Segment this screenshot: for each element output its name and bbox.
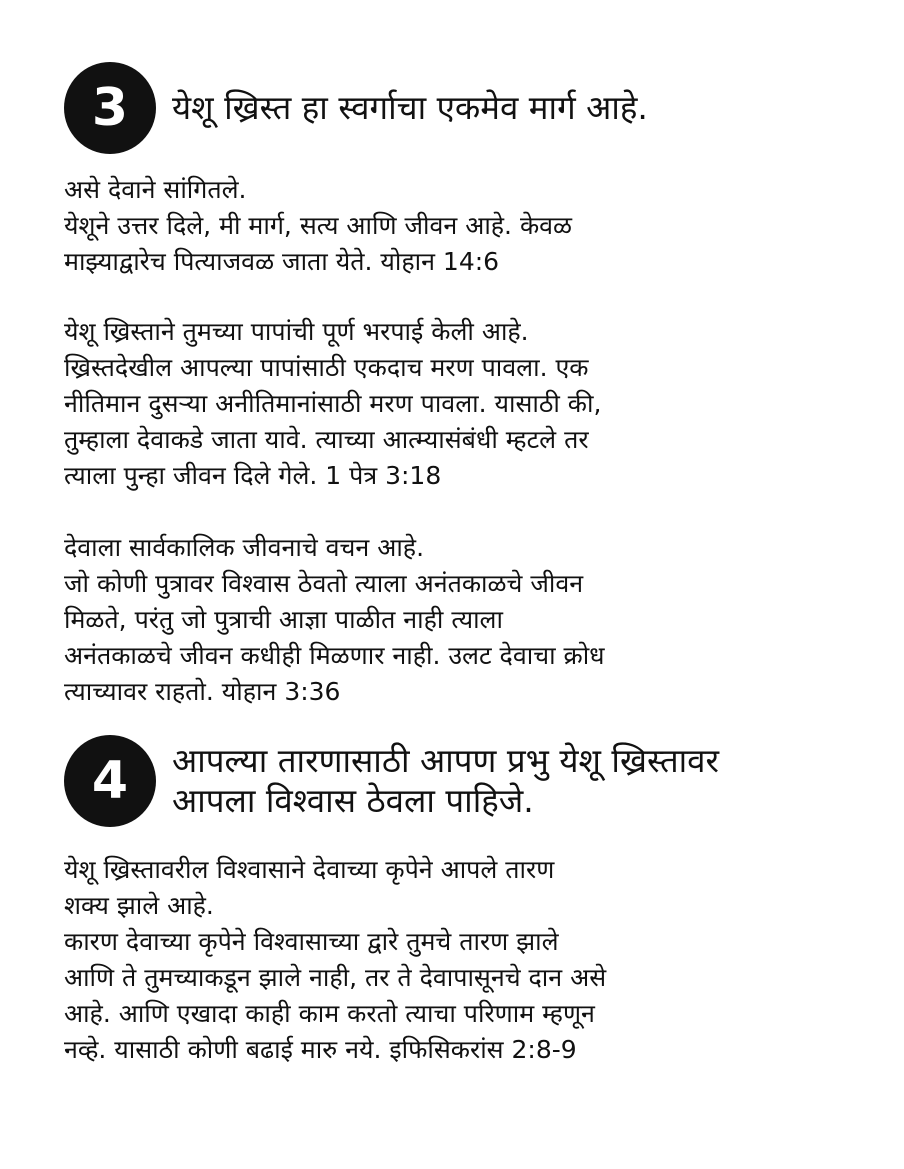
section-3-header — [64, 62, 832, 154]
text-line: जो कोणी पुत्रावर विश्वास ठेवतो त्याला अनंतकाळचे जीवन — [64, 569, 584, 598]
text-line: त्याला पुन्हा जीवन दिले गेले. 1 पेत्र 3:18 — [64, 461, 442, 490]
text-line: देवाला सार्वकालिक जीवनाचे वचन आहे. — [64, 533, 425, 562]
text-line: ख्रिस्तदेखील आपल्या पापांसाठी एकदाच मरण पावला. एक — [64, 353, 589, 382]
section-heading — [172, 741, 832, 821]
text-line: आहे. आणि एखादा काही काम करतो त्याचा परिणाम म्हणून — [64, 999, 595, 1028]
text-line: येशूने उत्तर दिले, मी मार्ग, सत्य आणि जीवन आहे. केवळ — [64, 211, 573, 240]
paragraph — [64, 530, 844, 710]
section-number-badge: 3 — [64, 62, 156, 154]
paragraph — [64, 172, 844, 280]
text-line: आणि ते तुमच्याकडून झाले नाही, तर ते देवापासूनचे दान असे — [64, 963, 607, 992]
text-line: शक्य झाले आहे. — [64, 891, 214, 920]
heading-line: आपला विश्वास ठेवला पाहिजे. — [172, 781, 534, 820]
text-line: येशू ख्रिस्ताने तुमच्या पापांची पूर्ण भरपाई केली आहे. — [64, 317, 529, 346]
text-line: येशू ख्रिस्तावरील विश्वासाने देवाच्या कृपेने आपले तारण — [64, 855, 555, 884]
text-line: अनंतकाळचे जीवन कधीही मिळणार नाही. उलट देवाचा क्रोध — [64, 641, 605, 670]
text-line: तुम्हाला देवाकडे जाता यावे. त्याच्या आत्म्यासंबंधी म्हटले तर — [64, 425, 589, 454]
text-line: असे देवाने सांगितले. — [64, 175, 247, 204]
text-line: माझ्याद्वारेच पित्याजवळ जाता येते. योहान 14:6 — [64, 247, 500, 276]
paragraph — [64, 852, 844, 1068]
text-line: मिळते, परंतु जो पुत्राची आज्ञा पाळीत नाही त्याला — [64, 605, 503, 634]
section-4-header — [64, 735, 832, 827]
text-line: नव्हे. यासाठी कोणी बढाई मारु नये. इफिसिकरांस 2:8-9 — [64, 1035, 577, 1064]
paragraph — [64, 314, 844, 494]
text-line: त्याच्यावर राहतो. योहान 3:36 — [64, 677, 341, 706]
text-line: नीतिमान दुसऱ्या अनीतिमानांसाठी मरण पावला. यासाठी की, — [64, 389, 602, 418]
text-line: कारण देवाच्या कृपेने विश्वासाच्या द्वारे तुमचे तारण झाले — [64, 927, 559, 956]
section-number-badge: 4 — [64, 735, 156, 827]
section-heading: येशू ख्रिस्त हा स्वर्गाचा एकमेव मार्ग आहे. — [172, 88, 648, 127]
heading-line: आपल्या तारणासाठी आपण प्रभु येशू ख्रिस्तावर — [172, 741, 720, 780]
